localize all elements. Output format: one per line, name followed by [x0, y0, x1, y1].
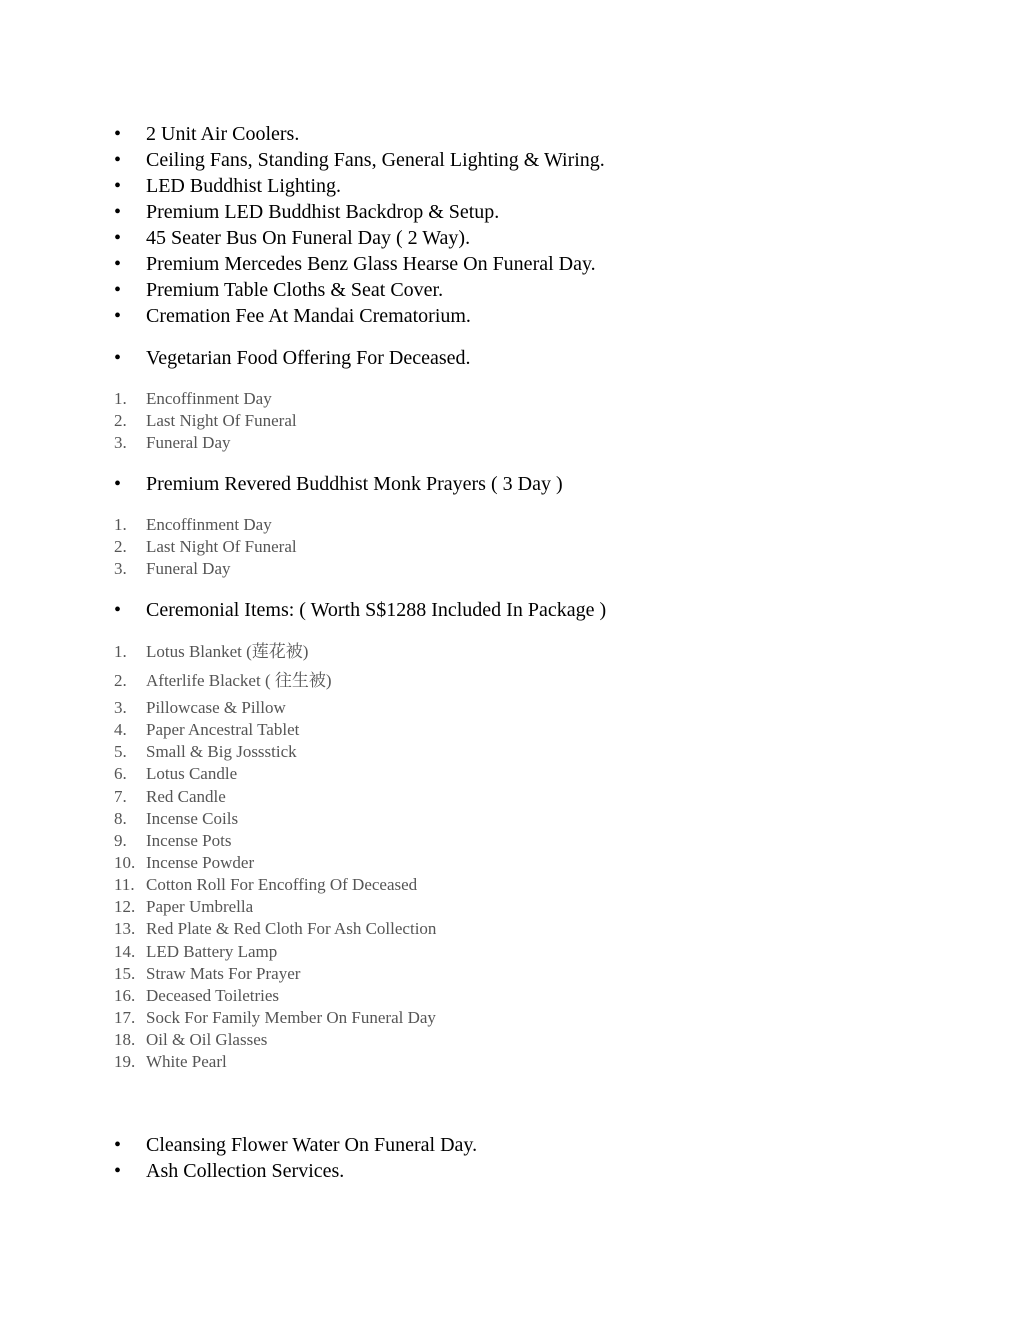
numbered-item: [0, 808, 900, 830]
item-number: 9.: [114, 831, 127, 850]
numbered-item: [0, 830, 900, 852]
item-text: Oil & Oil Glasses: [146, 1030, 268, 1049]
item-text: 2 Unit Air Coolers.: [146, 123, 300, 145]
item-text: Deceased Toiletries: [146, 986, 280, 1005]
item-text: Premium LED Buddhist Backdrop & Setup.: [146, 201, 500, 223]
item-number: 8.: [114, 809, 127, 828]
bullet-item: [0, 303, 900, 329]
numbered-item: [0, 985, 900, 1007]
item-text: Cotton Roll For Encoffing Of Deceased: [146, 875, 418, 894]
numbered-item: [0, 1051, 900, 1073]
bullet-marker: •: [114, 149, 122, 171]
item-text: Paper Umbrella: [146, 897, 254, 916]
item-number: 18.: [114, 1030, 136, 1049]
item-number: 1.: [114, 642, 127, 661]
item-text: White Pearl: [146, 1052, 227, 1071]
item-text: Premium Mercedes Benz Glass Hearse On Funeral Day.: [146, 253, 596, 275]
bullet-item: [0, 225, 900, 251]
item-text: Premium Table Cloths & Seat Cover.: [146, 279, 444, 301]
item-text: Incense Pots: [146, 831, 232, 850]
numbered-item: [0, 763, 900, 785]
numbered-item: [0, 719, 900, 741]
bullet-item: [0, 1158, 900, 1184]
item-text: Encoffinment Day: [146, 515, 272, 534]
numbered-item: [0, 410, 900, 432]
item-text: Ash Collection Services.: [146, 1160, 345, 1182]
item-text: Pillowcase & Pillow: [146, 698, 286, 717]
item-number: 5.: [114, 742, 127, 761]
item-text: Ceremonial Items: ( Worth S$1288 Included In Package ): [146, 599, 607, 621]
numbered-item: [0, 432, 900, 454]
item-number: 3.: [114, 698, 127, 717]
bullet-marker: •: [114, 305, 122, 327]
bullet-item: [0, 345, 900, 371]
item-text: Last Night Of Funeral: [146, 411, 297, 430]
bullet-item: [0, 277, 900, 303]
item-text: Ceiling Fans, Standing Fans, General Lighting & Wiring.: [146, 149, 605, 171]
item-number: 3.: [114, 559, 127, 578]
bullet-item: [0, 471, 900, 497]
item-number: 6.: [114, 764, 127, 783]
item-number: 19.: [114, 1052, 136, 1071]
item-number: 14.: [114, 942, 136, 961]
bullet-item: [0, 251, 900, 277]
bullet-marker: •: [114, 1160, 122, 1182]
numbered-item: [0, 963, 900, 985]
item-text: Incense Coils: [146, 809, 239, 828]
item-text: Premium Revered Buddhist Monk Prayers ( 3 Day ): [146, 473, 563, 495]
item-number: 17.: [114, 1008, 136, 1027]
item-text: Sock For Family Member On Funeral Day: [146, 1008, 436, 1027]
bullet-marker: •: [114, 253, 122, 275]
bullet-marker: •: [114, 175, 122, 197]
numbered-item: [0, 697, 900, 719]
item-text: LED Battery Lamp: [146, 942, 278, 961]
numbered-item: [0, 670, 900, 692]
numbered-item: [0, 536, 900, 558]
item-number: 15.: [114, 964, 136, 983]
numbered-item: [0, 786, 900, 808]
item-text: Funeral Day: [146, 433, 231, 452]
bullet-item: [0, 173, 900, 199]
item-number: 4.: [114, 720, 127, 739]
bullet-marker: •: [114, 227, 122, 249]
item-text: Afterlife Blacket ( 往生被): [146, 671, 332, 690]
numbered-item: [0, 918, 900, 940]
bullet-marker: •: [114, 201, 122, 223]
item-number: 2.: [114, 671, 127, 690]
numbered-item: [0, 874, 900, 896]
numbered-item: [0, 514, 900, 536]
item-number: 13.: [114, 919, 136, 938]
item-text: Red Plate & Red Cloth For Ash Collection: [146, 919, 437, 938]
item-text: Incense Powder: [146, 853, 255, 872]
bullet-marker: •: [114, 279, 122, 301]
bullet-item: [0, 597, 900, 623]
bullet-item: [0, 1132, 900, 1158]
item-number: 3.: [114, 433, 127, 452]
numbered-item: [0, 1007, 900, 1029]
item-number: 10.: [114, 853, 136, 872]
bullet-marker: •: [114, 473, 122, 495]
item-text: Encoffinment Day: [146, 389, 272, 408]
bullet-item: [0, 147, 900, 173]
bullet-marker: •: [114, 123, 122, 145]
item-text: Vegetarian Food Offering For Deceased.: [146, 347, 471, 369]
item-number: 7.: [114, 787, 127, 806]
item-text: Cremation Fee At Mandai Crematorium.: [146, 305, 471, 327]
item-number: 16.: [114, 986, 136, 1005]
item-text: Red Candle: [146, 787, 226, 806]
bullet-marker: •: [114, 599, 122, 621]
numbered-item: [0, 641, 900, 663]
bullet-item: [0, 199, 900, 225]
item-text: 45 Seater Bus On Funeral Day ( 2 Way).: [146, 227, 471, 249]
numbered-item: [0, 941, 900, 963]
item-text: Last Night Of Funeral: [146, 537, 297, 556]
bullet-item: [0, 121, 900, 147]
item-number: 11.: [114, 875, 135, 894]
item-text: Straw Mats For Prayer: [146, 964, 301, 983]
numbered-item: [0, 558, 900, 580]
item-number: 2.: [114, 537, 127, 556]
item-number: 1.: [114, 389, 127, 408]
numbered-item: [0, 388, 900, 410]
item-text: Paper Ancestral Tablet: [146, 720, 300, 739]
item-text: Lotus Blanket (莲花被): [146, 642, 309, 661]
item-number: 2.: [114, 411, 127, 430]
numbered-item: [0, 1029, 900, 1051]
numbered-item: [0, 852, 900, 874]
item-number: 12.: [114, 897, 136, 916]
item-text: Lotus Candle: [146, 764, 238, 783]
bullet-marker: •: [114, 1134, 122, 1156]
numbered-item: [0, 741, 900, 763]
numbered-item: [0, 896, 900, 918]
item-number: 1.: [114, 515, 127, 534]
item-text: Funeral Day: [146, 559, 231, 578]
bullet-marker: •: [114, 347, 122, 369]
item-text: Small & Big Jossstick: [146, 742, 297, 761]
item-text: Cleansing Flower Water On Funeral Day.: [146, 1134, 478, 1156]
item-text: LED Buddhist Lighting.: [146, 175, 341, 197]
